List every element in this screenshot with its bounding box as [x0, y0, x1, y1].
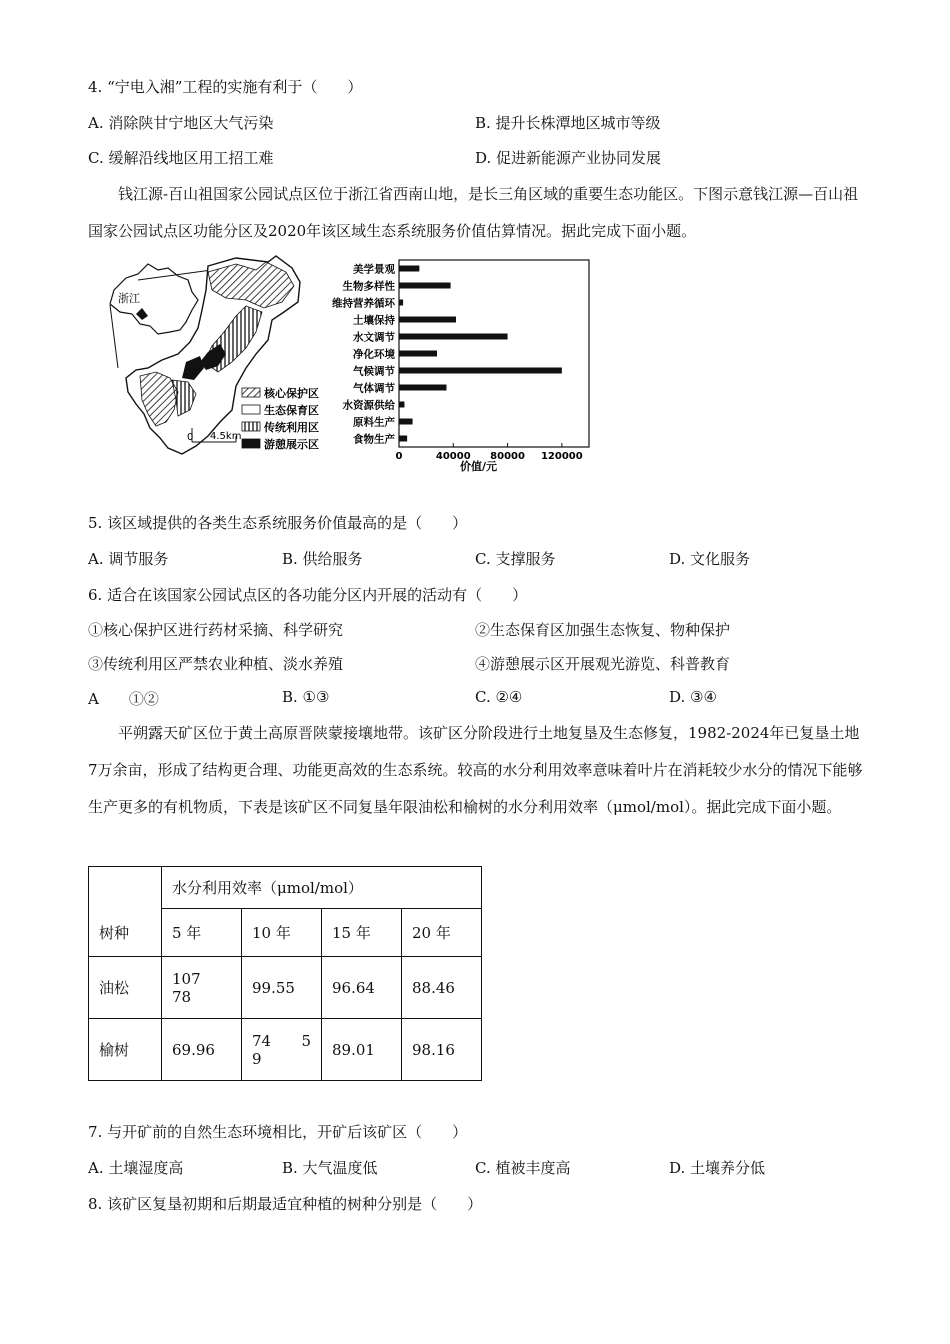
q6-option-a[interactable]: A ①②: [88, 690, 159, 708]
chart-category-label: 水文调节: [353, 331, 395, 344]
legend-core: 核心保护区: [264, 387, 319, 400]
table-header-year-15: 15 年: [322, 909, 402, 957]
q4-stem: 4. “宁电入湘”工程的实施有利于（ ）: [88, 78, 363, 96]
chart-x-axis-label: 价值/元: [460, 460, 498, 473]
elm-10yr-part2: 5: [301, 1031, 311, 1050]
q6-option-c[interactable]: C. ②④: [475, 688, 523, 706]
species-pine: 油松: [89, 957, 162, 1019]
q7-option-d[interactable]: D. 土壤养分低: [669, 1159, 766, 1177]
chart-category-label: 土壤保持: [353, 314, 395, 327]
chart-bar: [399, 385, 447, 391]
table-header-year-5: 5 年: [162, 909, 242, 957]
q7-option-c[interactable]: C. 植被丰度高: [475, 1159, 571, 1177]
province-label: 浙江: [118, 292, 140, 305]
chart-category-label: 气体调节: [353, 382, 395, 395]
table-header-species: 树种: [89, 909, 162, 957]
chart-category-label: 食物生产: [353, 433, 395, 446]
legend-recreation: 游憩展示区: [264, 438, 319, 451]
elm-10yr-part3: 9: [252, 1049, 262, 1068]
chart-category-label: 美学景观: [353, 263, 395, 276]
chart-x-tick-label: 40000: [435, 451, 471, 462]
q6-stem: 6. 适合在该国家公园试点区的各功能分区内开展的活动有（ ）: [88, 586, 528, 604]
q6-item-1: ①核心保护区进行药材采摘、科学研究: [88, 621, 344, 639]
scale-label: 4.5km: [210, 431, 242, 442]
chart-bar: [399, 351, 437, 357]
q7-stem: 7. 与开矿前的自然生态环境相比，开矿后该矿区（ ）: [88, 1123, 468, 1141]
table-header-year-10: 10 年: [242, 909, 322, 957]
chart-category-label: 水资源供给: [342, 399, 395, 412]
q6-item-4: ④游憩展示区开展观光游览、科普教育: [475, 655, 731, 673]
q7-option-b[interactable]: B. 大气温度低: [282, 1159, 378, 1177]
chart-bar: [399, 419, 413, 425]
species-elm: 榆树: [89, 1019, 162, 1081]
table-row: [89, 957, 482, 1019]
elm-20yr: 98.16: [402, 1019, 482, 1081]
pine-15yr: 96.64: [322, 957, 402, 1019]
q4-option-c[interactable]: C. 缓解沿线地区用工招工难: [88, 149, 274, 167]
table-header-year-20: 20 年: [402, 909, 482, 957]
q5-stem: 5. 该区域提供的各类生态系统服务价值最高的是（ ）: [88, 514, 468, 532]
chart-x-tick-label: 80000: [490, 451, 525, 462]
chart-bar: [399, 283, 451, 289]
elm-10yr-part1: 74: [252, 1031, 272, 1050]
q4-option-d[interactable]: D. 促进新能源产业协同发展: [475, 149, 662, 167]
chart-category-label: 生物多样性: [342, 280, 395, 293]
chart-bar: [399, 368, 562, 374]
q5-option-a[interactable]: A. 调节服务: [88, 550, 169, 568]
passage-pingshuo: 平朔露天矿区位于黄土高原晋陕蒙接壤地带。该矿区分阶段进行土地复垦及生态修复，1982-2024年已复垦土地7万余亩，形成了结构更合理、功能更高效的生态系统。较高的水分利用效率意味着叶片在消耗较少水分的情况下能够生产更多的有机物质，下表是该矿区不同复垦年限油松和榆树的水分利用效率（μmol/mol）。据此完成下面小题。: [88, 724, 863, 816]
elm-15yr: 89.01: [322, 1019, 402, 1081]
chart-bar: [399, 317, 456, 323]
chart-bar: [399, 436, 407, 442]
chart-x-tick-label: 0: [395, 451, 403, 462]
chart-bar: [399, 402, 404, 408]
q6-item-2: ②生态保育区加强生态恢复、物种保护: [475, 621, 731, 639]
q6-option-d[interactable]: D. ③④: [669, 688, 717, 706]
pine-20yr: 88.46: [402, 957, 482, 1019]
water-use-efficiency-table: [88, 866, 482, 1081]
table-row: [89, 1019, 482, 1081]
legend-conservation: 生态保育区: [264, 404, 319, 417]
q6-option-b[interactable]: B. ①③: [282, 688, 330, 706]
chart-category-label: 维持营养循环: [332, 297, 395, 310]
chart-bar: [399, 300, 403, 306]
pine-10yr: 99.55: [242, 957, 322, 1019]
q8-stem: 8. 该矿区复垦初期和后期最适宜种植的树种分别是（ ）: [88, 1195, 483, 1213]
q6-item-3: ③传统利用区严禁农业种植、淡水养殖: [88, 655, 344, 673]
q5-option-c[interactable]: C. 支撑服务: [475, 550, 556, 568]
elm-5yr: 69.96: [162, 1019, 242, 1081]
table-header-main: 水分利用效率（μmol/mol）: [162, 867, 482, 909]
chart-category-label: 气候调节: [353, 365, 395, 378]
scale-zero: 0: [187, 432, 194, 443]
chart-category-label: 原料生产: [353, 416, 395, 429]
chart-bar: [399, 334, 508, 340]
q5-option-d[interactable]: D. 文化服务: [669, 550, 751, 568]
q4-option-a[interactable]: A. 消除陕甘宁地区大气污染: [88, 114, 274, 132]
q4-option-b[interactable]: B. 提升长株潭地区城市等级: [475, 114, 661, 132]
chart-category-label: 净化环境: [353, 348, 395, 361]
passage-qianjiangyuan: 钱江源-百山祖国家公园试点区位于浙江省西南山地，是长三角区域的重要生态功能区。下图示意钱江源—百山祖国家公园试点区功能分区及2020年该区域生态系统服务价值估算情况。据此完成下面小题。: [88, 185, 859, 240]
chart-bar: [399, 266, 419, 272]
q5-option-b[interactable]: B. 供给服务: [282, 550, 363, 568]
pine-5yr-line2: 78: [172, 987, 192, 1006]
pine-5yr-line1: 107: [172, 969, 201, 988]
chart-x-tick-label: 120000: [540, 451, 583, 462]
legend-traditional: 传统利用区: [264, 421, 319, 434]
figure-map-and-chart: [96, 250, 596, 482]
q7-option-a[interactable]: A. 土壤湿度高: [88, 1159, 184, 1177]
